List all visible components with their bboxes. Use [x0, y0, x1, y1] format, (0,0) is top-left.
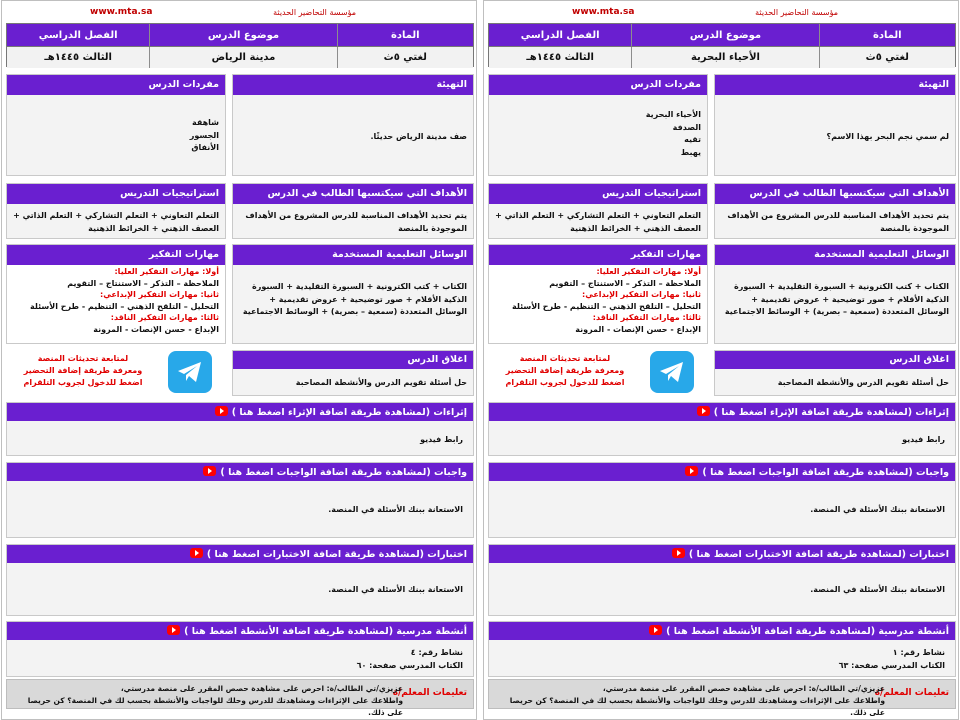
lesson-page-right — [483, 0, 959, 720]
intro-body: لم سمي نجم البحر بهذا الاسم؟ — [826, 132, 949, 141]
teacher-notes — [6, 679, 474, 717]
closing-title: اغلاق الدرس — [233, 351, 473, 369]
vocab-list — [493, 109, 701, 173]
term-value: الثالث ١٤٤٥هـ — [44, 52, 112, 63]
youtube-icon[interactable] — [167, 625, 180, 635]
thinking-box — [488, 244, 708, 344]
tests-body: الاستعانة ببنك الأسئلة في المنصة. — [810, 585, 945, 594]
activities-title[interactable]: أنشطة مدرسية (لمشاهدة طريقة اضافة الأنشطة اضغط هنا ) — [184, 626, 467, 637]
tests-title[interactable]: اختبارات (لمشاهدة طريقة اضافة الاختبارات اضغط هنا ) — [688, 549, 949, 560]
promo-line: ومعرفة طريقة إضافة التحضير — [505, 366, 625, 375]
thinking-heading-1: أولا: مهارات التفكير العليا: — [596, 267, 701, 276]
homework-header[interactable] — [489, 463, 955, 481]
subject-value: لغتي ٥ث — [337, 47, 473, 68]
notes-line: واطلاعك على الإثراءات ومشاهدتك للدرس وحلك للواجبات والأنشطة بحسب لك في المنصة؟ كن حريصا على ذلك. — [27, 696, 403, 717]
goals-title: الأهداف التي سيكتسبها الطالب في الدرس — [233, 184, 473, 204]
notes-line: عزيزي/تي الطالب/ة: احرص على مشاهدة حصص المقرر على منصة مدرستي، — [602, 684, 885, 693]
tests-header[interactable] — [489, 545, 955, 563]
thinking-line-1: الملاحظة – التذكر – الاستنتاج – التقويم — [67, 278, 219, 288]
activity-number: نشاط رقم: ٤ — [410, 648, 463, 657]
topic-value: الأحياء البحرية — [631, 47, 818, 68]
promo-line: ومعرفة طريقة إضافة التحضير — [23, 366, 143, 375]
teacher-notes — [488, 679, 956, 717]
thinking-title: مهارات التفكير — [7, 245, 225, 265]
youtube-icon[interactable] — [697, 406, 710, 416]
activity-page: الكتاب المدرسي صفحة: ٦٠ — [356, 661, 463, 670]
thinking-body — [493, 266, 701, 341]
enrich-section — [488, 402, 956, 456]
activities-header[interactable] — [7, 622, 473, 640]
thinking-line-3: الإبداع - حسن الإنصات - المرونة — [93, 324, 219, 334]
vocab-title: مفردات الدرس — [7, 75, 225, 95]
youtube-icon[interactable] — [203, 466, 216, 476]
vocab-list — [11, 117, 219, 173]
lesson-header-table — [488, 23, 956, 67]
teacher-notes-label: تعليمات المعلم/ة — [392, 688, 467, 698]
closing-box — [232, 350, 474, 396]
term-value: الثالث ١٤٤٥هـ — [526, 52, 594, 63]
strategies-title: استراتيجيات التدريس — [7, 184, 225, 204]
teacher-notes-text — [495, 683, 885, 719]
homework-section — [6, 462, 474, 538]
intro-title: التهيئة — [233, 75, 473, 95]
activities-title[interactable]: أنشطة مدرسية (لمشاهدة طريقة اضافة الأنشطة اضغط هنا ) — [666, 626, 949, 637]
strategies-box — [488, 183, 708, 239]
promo-line: اضغط للدخول لجروب التلقرام — [23, 378, 143, 387]
aids-box — [714, 244, 956, 344]
strategies-body: التعلم التعاوني + التعلم التشاركي + التعلم الذاتي + العصف الذهني + الخرائط الذهنية — [13, 211, 219, 233]
vocab-item: يهبط — [680, 147, 701, 157]
org-name: مؤسسة التحاضير الحديثة — [273, 8, 356, 17]
vocab-box — [488, 74, 708, 176]
telegram-promo[interactable] — [6, 349, 226, 395]
closing-box — [714, 350, 956, 396]
thinking-line-2: التحليل – التلقح الذهني – التنظيم - طرح الأسئلة — [512, 301, 701, 311]
thinking-line-2: التحليل – التلقح الذهني – التنظيم - طرح الأسئلة — [30, 301, 219, 311]
thinking-line-1: الملاحظة – التذكر – الاستنتاج – التقويم — [549, 278, 701, 288]
tests-header[interactable] — [7, 545, 473, 563]
vocab-box — [6, 74, 226, 176]
topic-label: موضوع الدرس — [631, 24, 818, 46]
header-values-row — [7, 46, 473, 68]
activity-page: الكتاب المدرسي صفحة: ٦٣ — [838, 661, 945, 670]
vocab-item: الصدفة — [672, 122, 701, 132]
page-topbar — [2, 3, 476, 23]
header-values-row — [489, 46, 955, 68]
homework-body: الاستعانة ببنك الأسئلة في المنصة. — [810, 505, 945, 514]
goals-body: يتم تحديد الأهداف المناسبة للدرس المشروع من الأهداف الموجودة بالمنصة — [727, 211, 949, 233]
term-label: الفصل الدراسي — [520, 29, 600, 41]
strategies-body: التعلم التعاوني + التعلم التشاركي + التعلم الذاتي + العصف الذهني + الخرائط الذهنية — [495, 211, 701, 233]
org-name: مؤسسة التحاضير الحديثة — [755, 8, 838, 17]
closing-body: حل أسئلة تقويم الدرس والأنشطة المصاحبة — [777, 378, 949, 387]
header-labels-row — [7, 24, 473, 46]
teacher-notes-text — [13, 683, 403, 719]
homework-header[interactable] — [7, 463, 473, 481]
thinking-heading-1: أولا: مهارات التفكير العليا: — [114, 267, 219, 276]
tests-title[interactable]: اختبارات (لمشاهدة طريقة اضافة الاختبارات اضغط هنا ) — [206, 549, 467, 560]
aids-body: الكتاب + كتب الكترونية + السبورة التقليدية + السبورة الذكية الأقلام + صور توضيحية + عروض تقديمية + الوسائل المتعددة (سمعية – بصرية) + الوسائط الاجتماعية — [724, 282, 949, 316]
enrich-section — [6, 402, 474, 456]
teacher-notes-label: تعليمات المعلم/ة — [874, 688, 949, 698]
tests-section — [6, 544, 474, 616]
goals-title: الأهداف التي سيكتسبها الطالب في الدرس — [715, 184, 955, 204]
aids-title: الوسائل التعليمية المستخدمة — [715, 245, 955, 265]
enrich-header[interactable] — [7, 403, 473, 421]
vocab-item: الأحياء البحرية — [645, 110, 701, 119]
thinking-body — [11, 266, 219, 341]
aids-body: الكتاب + كتب الكترونية + السبورة التقليدية + السبورة الذكية الأقلام + صور توضيحية + عروض تقديمية + الوسائل المتعددة (سمعية – بصرية) + الوسائط الاجتماعية — [242, 282, 467, 316]
enrich-body: رابط فيديو — [902, 435, 945, 444]
site-url[interactable]: www.mta.sa — [90, 7, 153, 17]
term-label: الفصل الدراسي — [38, 29, 118, 41]
topic-value: مدينة الرياض — [149, 47, 336, 68]
intro-body: صف مدينة الرياض حديثًا. — [370, 132, 467, 141]
strategies-title: استراتيجيات التدريس — [489, 184, 707, 204]
thinking-heading-3: ثالثا: مهارات التفكير الناقد: — [110, 313, 219, 322]
topic-label: موضوع الدرس — [149, 24, 336, 46]
activities-section — [488, 621, 956, 677]
intro-box — [232, 74, 474, 176]
tests-section — [488, 544, 956, 616]
enrich-title[interactable]: إثراءات (لمشاهدة طريقة اضافة الإثراء اضغط هنا ) — [713, 407, 949, 418]
vocab-item: الجسور — [189, 130, 219, 140]
enrich-body: رابط فيديو — [420, 435, 463, 444]
subject-value: لغتي ٥ث — [819, 47, 955, 68]
telegram-icon[interactable] — [650, 351, 694, 393]
homework-body: الاستعانة ببنك الأسئلة في المنصة. — [328, 505, 463, 514]
youtube-icon[interactable] — [672, 548, 685, 558]
telegram-icon[interactable] — [168, 351, 212, 393]
aids-box — [232, 244, 474, 344]
youtube-icon[interactable] — [685, 466, 698, 476]
lesson-page-left — [1, 0, 477, 720]
thinking-heading-2: ثانيا: مهارات التفكير الإبداعي: — [582, 290, 701, 299]
homework-title[interactable]: واجبات (لمشاهدة طريقة اضافة الواجبات اضغط هنا ) — [702, 467, 949, 478]
youtube-icon[interactable] — [215, 406, 228, 416]
enrich-header[interactable] — [489, 403, 955, 421]
vocab-title: مفردات الدرس — [489, 75, 707, 95]
promo-line: لمتابعة تحديثات المنصة — [519, 354, 611, 363]
homework-section — [488, 462, 956, 538]
homework-title[interactable]: واجبات (لمشاهدة طريقة اضافة الواجبات اضغط هنا ) — [220, 467, 467, 478]
goals-box — [714, 183, 956, 239]
promo-line: لمتابعة تحديثات المنصة — [37, 354, 129, 363]
notes-line: عزيزي/تي الطالب/ة: احرص على مشاهدة حصص المقرر على منصة مدرستي، — [120, 684, 403, 693]
telegram-promo-text[interactable] — [8, 353, 158, 389]
activities-body — [15, 646, 463, 672]
vocab-item: تقيه — [684, 135, 701, 144]
aids-title: الوسائل التعليمية المستخدمة — [233, 245, 473, 265]
subject-label: المادة — [819, 24, 955, 46]
page-topbar — [484, 3, 958, 23]
intro-box — [714, 74, 956, 176]
activities-section — [6, 621, 474, 677]
telegram-promo[interactable] — [488, 349, 708, 395]
lesson-header-table — [6, 23, 474, 67]
vocab-item: شاهقة — [191, 118, 219, 127]
notes-line: واطلاعك على الإثراءات ومشاهدتك للدرس وحلك للواجبات والأنشطة بحسب لك في المنصة؟ كن حريصا على ذلك. — [509, 696, 885, 717]
tests-body: الاستعانة ببنك الأسئلة في المنصة. — [328, 585, 463, 594]
youtube-icon[interactable] — [190, 548, 203, 558]
subject-label: المادة — [337, 24, 473, 46]
intro-title: التهيئة — [715, 75, 955, 95]
promo-line: اضغط للدخول لجروب التلقرام — [505, 378, 625, 387]
header-labels-row — [489, 24, 955, 46]
goals-body: يتم تحديد الأهداف المناسبة للدرس المشروع من الأهداف الموجودة بالمنصة — [245, 211, 467, 233]
thinking-heading-2: ثانيا: مهارات التفكير الإبداعي: — [100, 290, 219, 299]
telegram-promo-text[interactable] — [490, 353, 640, 389]
enrich-title[interactable]: إثراءات (لمشاهدة طريقة اضافة الإثراء اضغط هنا ) — [231, 407, 467, 418]
youtube-icon[interactable] — [649, 625, 662, 635]
goals-box — [232, 183, 474, 239]
thinking-line-3: الإبداع - حسن الإنصات - المرونة — [575, 324, 701, 334]
vocab-item: الأنفاق — [191, 143, 219, 152]
closing-title: اغلاق الدرس — [715, 351, 955, 369]
site-url[interactable]: www.mta.sa — [572, 7, 635, 17]
activities-body — [497, 646, 945, 672]
thinking-box — [6, 244, 226, 344]
activity-number: نشاط رقم: ١ — [892, 648, 945, 657]
thinking-title: مهارات التفكير — [489, 245, 707, 265]
activities-header[interactable] — [489, 622, 955, 640]
strategies-box — [6, 183, 226, 239]
thinking-heading-3: ثالثا: مهارات التفكير الناقد: — [592, 313, 701, 322]
closing-body: حل أسئلة تقويم الدرس والأنشطة المصاحبة — [295, 378, 467, 387]
